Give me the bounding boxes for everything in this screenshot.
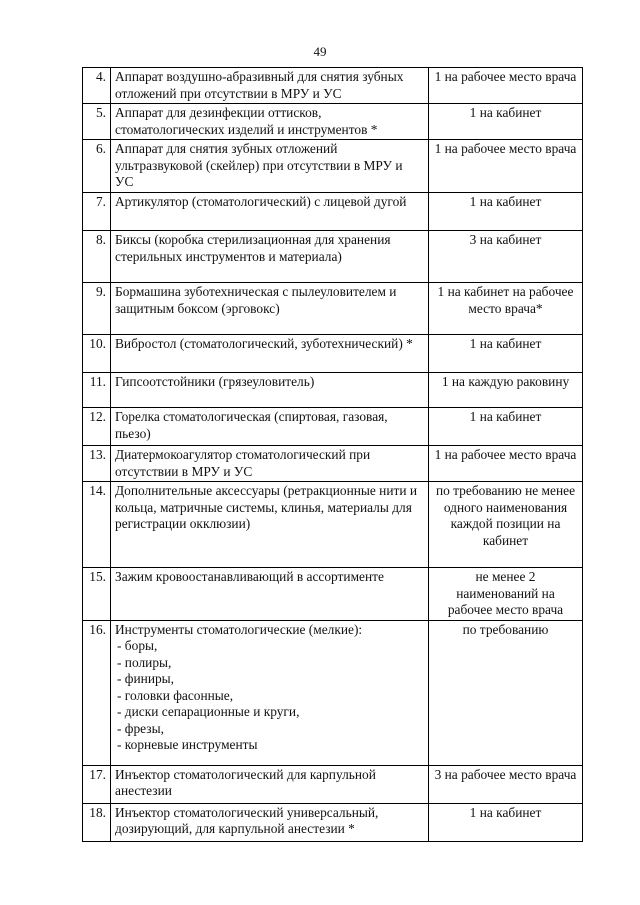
item-quantity: 1 на рабочее место врача — [429, 446, 583, 482]
table-row — [83, 408, 583, 446]
item-name: Дополнительные аксессуары (ретракционные нити и кольца, матричные системы, клинья, материалы для регистрации окклюзии) — [111, 482, 429, 568]
table-row — [83, 283, 583, 335]
page-number: 49 — [313, 44, 327, 59]
item-quantity: 3 на рабочее место врача — [429, 765, 583, 803]
sub-item: - боры, — [117, 638, 158, 653]
row-number: 16. — [83, 620, 111, 765]
sub-item: - фрезы, — [117, 720, 164, 736]
table-row — [83, 568, 583, 621]
item-name: Аппарат для снятия зубных отложений ультразвуковой (скейлер) при отсутствии в МРУ и УС — [111, 140, 429, 193]
item-name: Биксы (коробка стерилизационная для хранения стерильных инструментов и материала) — [111, 231, 429, 283]
item-name: Инъектор стоматологический для карпульной анестезии — [111, 765, 429, 803]
item-quantity: по требованию — [429, 620, 583, 765]
table-row — [83, 104, 583, 140]
item-name: Артикулятор (стоматологический) с лицевой дугой — [111, 193, 429, 231]
item-quantity: 1 на кабинет — [429, 335, 583, 373]
item-heading: Инструменты стоматологические (мелкие): — [115, 621, 363, 637]
sub-item: - диски сепарационные и круги, — [117, 704, 300, 719]
row-number: 9. — [83, 283, 111, 335]
table-row — [83, 373, 583, 408]
row-number: 7. — [83, 193, 111, 231]
sub-item: - финиры, — [117, 671, 175, 686]
row-number: 14. — [83, 482, 111, 568]
item-name: Гипсоотстойники (грязеуловитель) — [111, 373, 429, 408]
table-row — [83, 335, 583, 373]
item-quantity: 1 на кабинет — [429, 104, 583, 140]
table-body — [83, 68, 583, 842]
row-number: 5. — [83, 104, 111, 140]
table-row — [83, 482, 583, 568]
item-quantity: не менее 2 наименований на рабочее место врача — [429, 568, 583, 621]
item-quantity: 1 на кабинет — [429, 803, 583, 841]
item-name: Инъектор стоматологический универсальный, дозирующий, для карпульной анестезии * — [111, 803, 429, 841]
row-number: 10. — [83, 335, 111, 373]
table-row — [83, 803, 583, 841]
table-row — [83, 446, 583, 482]
item-quantity: по требованию не менее одного наименования каждой позиции на кабинет — [429, 482, 583, 568]
table-row — [83, 765, 583, 803]
item-quantity: 3 на кабинет — [429, 231, 583, 283]
item-name: Диатермокоагулятор стоматологический при отсутствии в МРУ и УС — [111, 446, 429, 482]
table-row — [83, 193, 583, 231]
item-name: Зажим кровоостанавливающий в ассортименте — [111, 568, 429, 621]
item-quantity: 1 на рабочее место врача — [429, 140, 583, 193]
item-name: Бормашина зуботехническая с пылеуловителем и защитным боксом (эрговокс) — [111, 283, 429, 335]
sub-item: - полиры, — [117, 654, 172, 670]
table-row — [83, 68, 583, 104]
sub-item: - корневые инструменты — [117, 737, 258, 752]
item-quantity: 1 на кабинет — [429, 408, 583, 446]
row-number: 18. — [83, 803, 111, 841]
item-quantity: 1 на рабочее место врача — [429, 68, 583, 104]
item-name — [111, 620, 429, 765]
row-number: 12. — [83, 408, 111, 446]
sub-item: - головки фасонные, — [117, 687, 234, 703]
row-number: 15. — [83, 568, 111, 621]
row-number: 4. — [83, 68, 111, 104]
item-quantity: 1 на кабинет на рабочее место врача* — [429, 283, 583, 335]
item-quantity: 1 на каждую раковину — [429, 373, 583, 408]
table-row — [83, 140, 583, 193]
row-number: 13. — [83, 446, 111, 482]
item-name: Аппарат воздушно-абразивный для снятия зубных отложений при отсутствии в МРУ и УС — [111, 68, 429, 104]
item-name: Вибростол (стоматологический, зуботехнический) * — [111, 335, 429, 373]
item-name: Горелка стоматологическая (спиртовая, газовая, пьезо) — [111, 408, 429, 446]
table-row — [83, 620, 583, 765]
row-number: 6. — [83, 140, 111, 193]
row-number: 11. — [83, 373, 111, 408]
table-row — [83, 231, 583, 283]
equipment-table — [82, 67, 583, 842]
row-number: 17. — [83, 765, 111, 803]
item-name: Аппарат для дезинфекции оттисков, стоматологических изделий и инструментов * — [111, 104, 429, 140]
row-number: 8. — [83, 231, 111, 283]
item-quantity: 1 на кабинет — [429, 193, 583, 231]
